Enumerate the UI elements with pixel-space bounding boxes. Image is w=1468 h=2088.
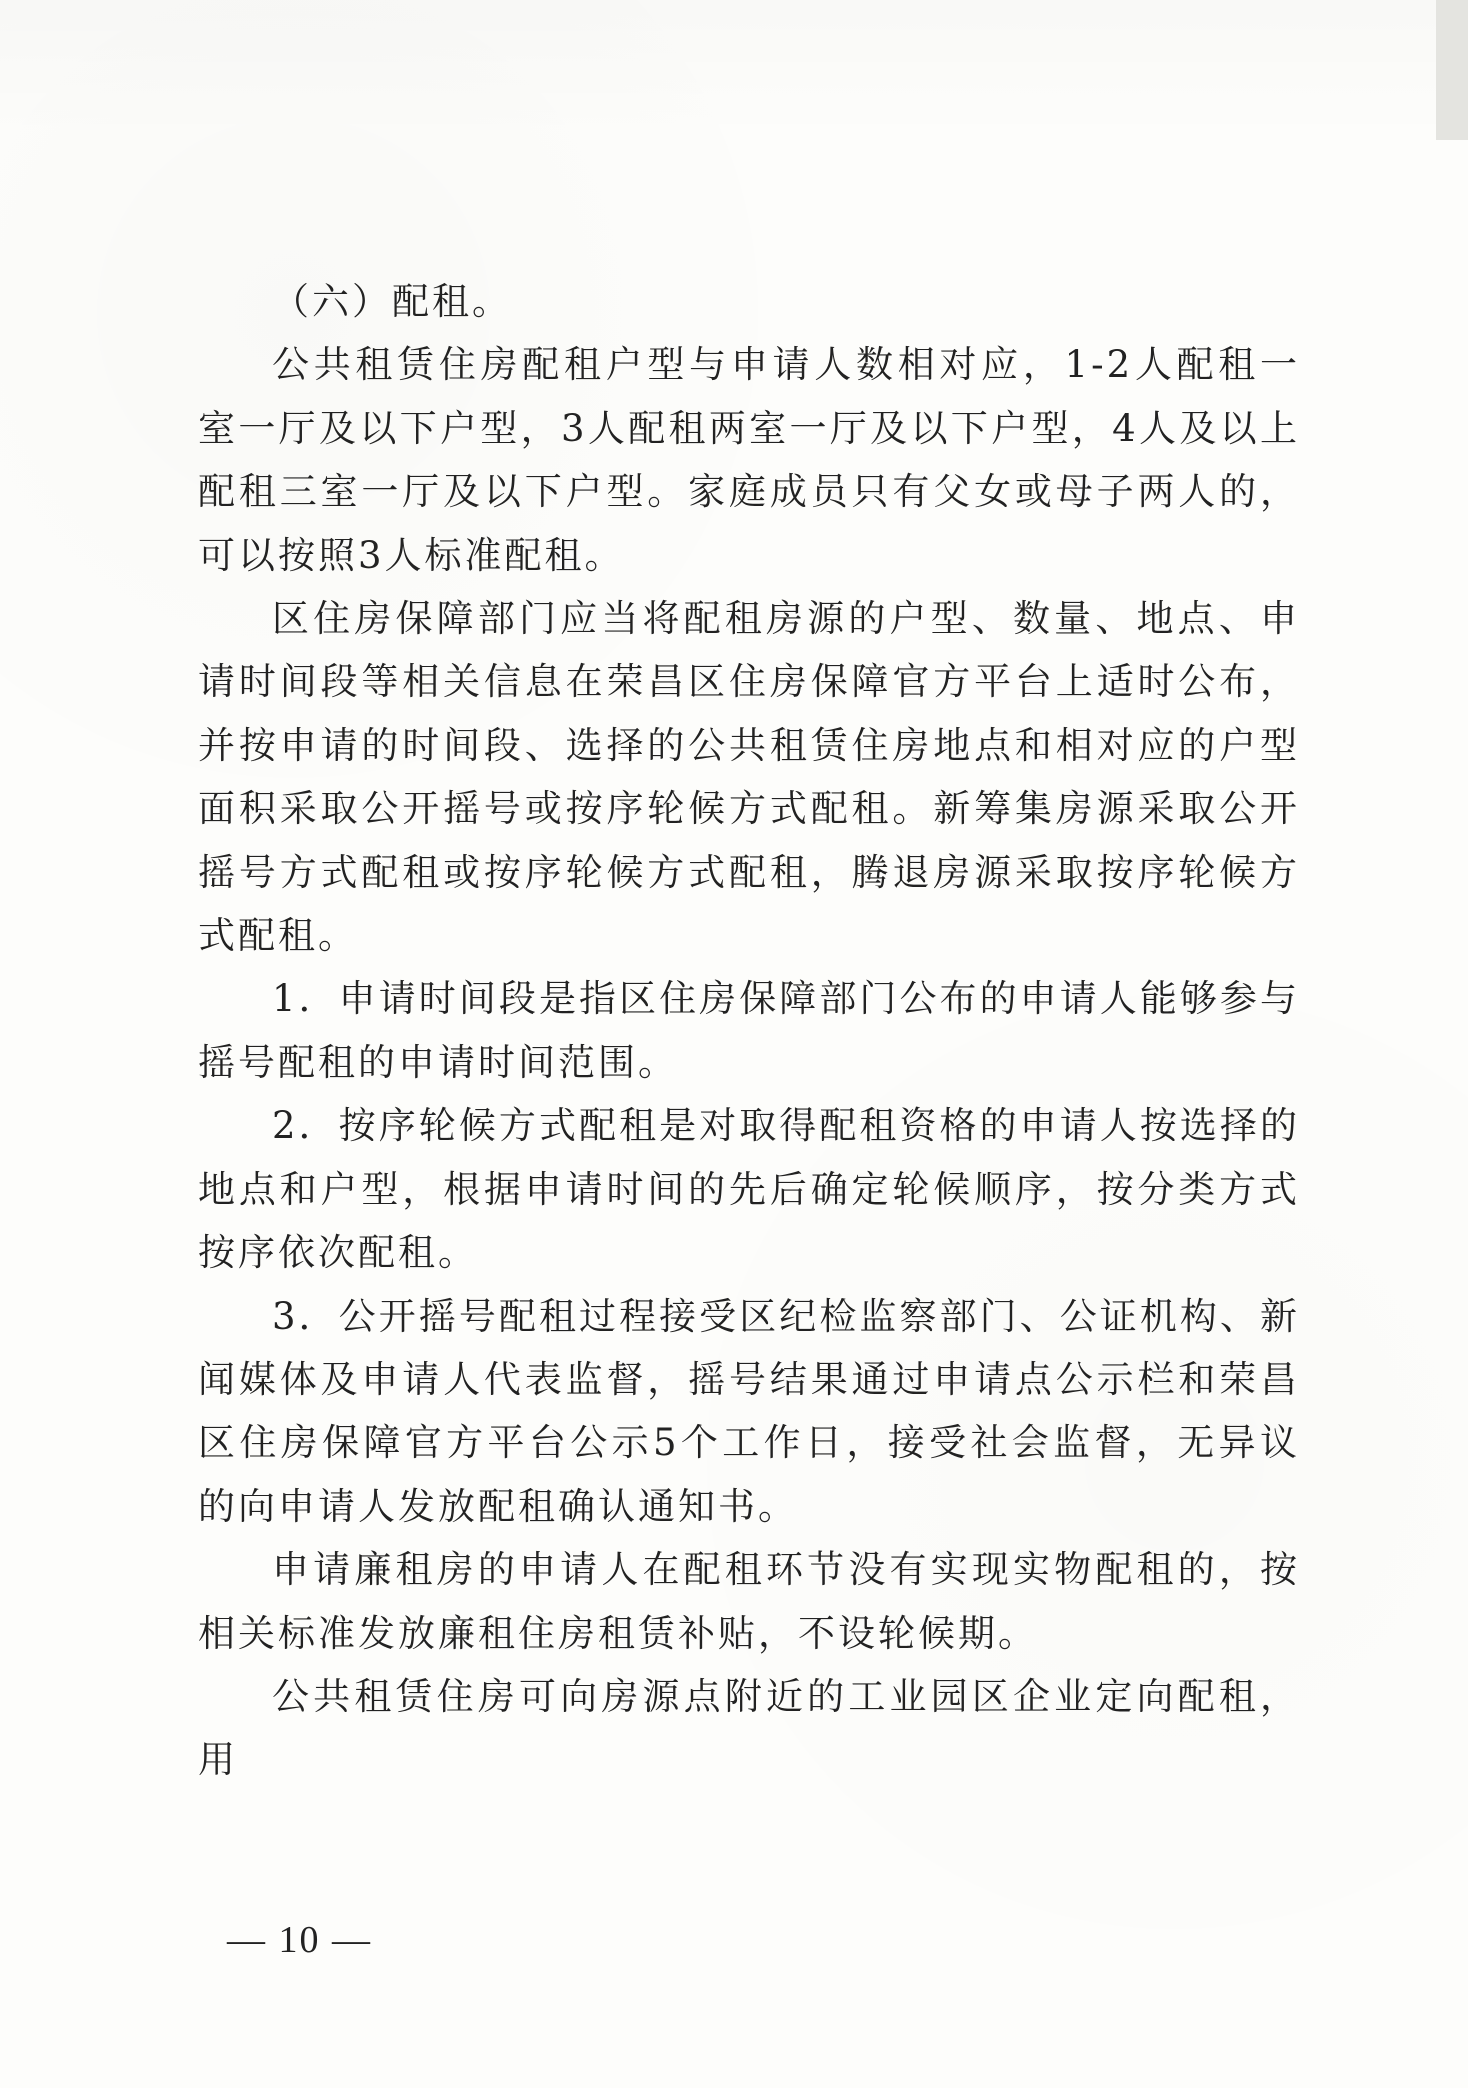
paragraph-4: 2．按序轮候方式配租是对取得配租资格的申请人按选择的地点和户型，根据申请时间的先后确定轮候顺序，按分类方式按序依次配租。 [198, 1104, 1300, 1275]
paragraph-7: 公共租赁住房可向房源点附近的工业园区企业定向配租，用 [198, 1674, 1300, 1782]
paragraph-3: 1．申请时间段是指区住房保障部门公布的申请人能够参与摇号配租的申请时间范围。 [198, 977, 1300, 1084]
scan-right-edge [1436, 0, 1468, 140]
document-body [198, 270, 1300, 1792]
section-heading: （六）配租。 [272, 280, 512, 323]
paragraph-5: 3．公开摇号配租过程接受区纪检监察部门、公证机构、新闻媒体及申请人代表监督，摇号结果通过申请点公示栏和荣昌区住房保障官方平台公示5个工作日，接受社会监督，无异议的向申请人发放配租确认通知书。 [198, 1294, 1300, 1528]
page-number: — 10 — [227, 1919, 372, 1961]
scan-top-shadow [0, 0, 1468, 140]
paragraph-1: 公共租赁住房配租户型与申请人数相对应，1-2人配租一室一厅及以下户型，3人配租两室一厅及以下户型，4人及以上配租三室一厅及以下户型。家庭成员只有父女或母子两人的，可以按照3人标准配租。 [198, 343, 1300, 577]
paragraph-2: 区住房保障部门应当将配租房源的户型、数量、地点、申请时间段等相关信息在荣昌区住房保障官方平台上适时公布，并按申请的时间段、选择的公共租赁住房地点和相对应的户型面积采取公开摇号或按序轮候方式配租。新筹集房源采取公开摇号方式配租或按序轮候方式配租，腾退房源采取按序轮候方式配租。 [198, 597, 1300, 958]
paragraph-6: 申请廉租房的申请人在配租环节没有实现实物配租的，按相关标准发放廉租住房租赁补贴，不设轮候期。 [198, 1548, 1300, 1655]
